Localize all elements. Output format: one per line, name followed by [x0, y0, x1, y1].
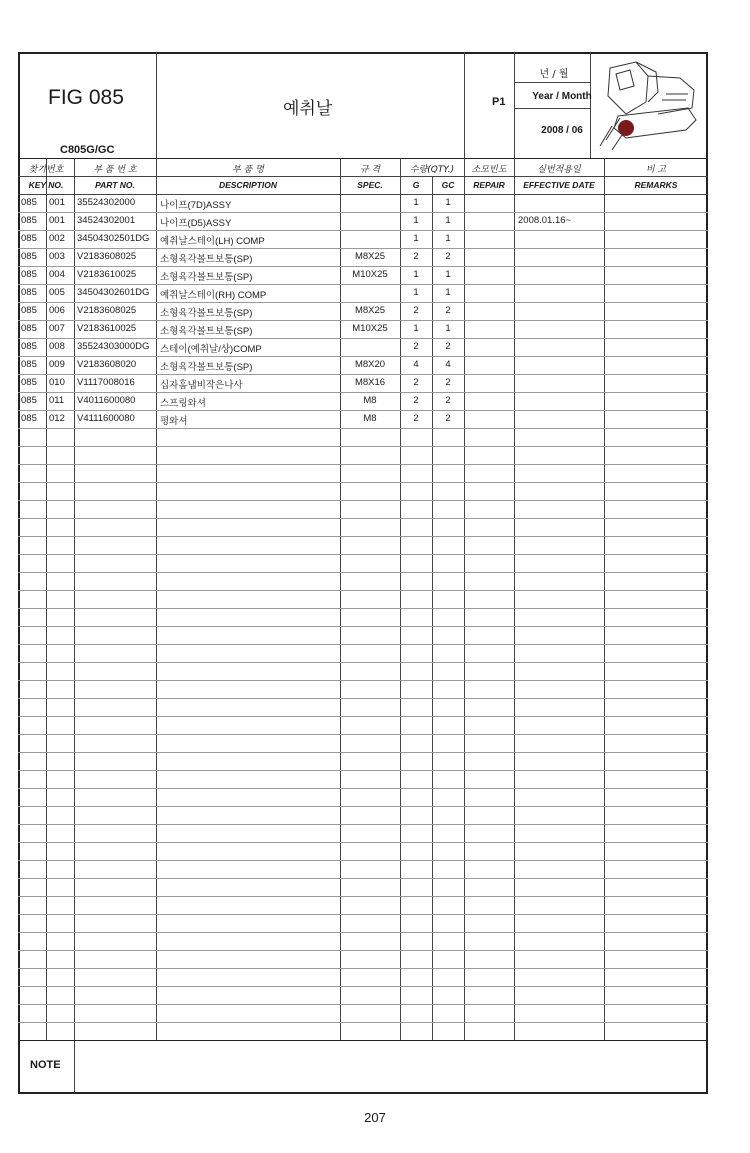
row-key: 002	[49, 233, 65, 244]
table-row	[18, 392, 708, 410]
col-eff-kr: 실번적용일	[537, 165, 581, 175]
row-fig: 085	[21, 341, 37, 352]
row-spec: M8X16	[354, 377, 386, 388]
row-qty-g: 2	[413, 305, 419, 316]
row-fig: 085	[21, 377, 37, 388]
row-key: 003	[49, 251, 65, 262]
row-description: 스테이(예취날/상)COMP	[160, 344, 262, 355]
row-part-number: 34524302001	[77, 215, 136, 226]
year-month-kr: 년 / 월	[539, 69, 569, 80]
row-part-number: V4111600080	[77, 413, 135, 424]
row-key: 006	[49, 305, 65, 316]
row-qty-gc: 1	[445, 287, 451, 298]
row-qty-gc: 1	[445, 269, 451, 280]
year-month-en: Year / Month	[532, 91, 592, 102]
row-qty-g: 2	[413, 341, 419, 352]
row-qty-g: 1	[413, 197, 419, 208]
table-row	[18, 320, 708, 338]
note-label: NOTE	[30, 1059, 61, 1071]
row-key: 009	[49, 359, 65, 370]
row-spec: M8	[363, 413, 377, 424]
table-row	[18, 194, 708, 212]
row-qty-gc: 2	[445, 251, 451, 262]
row-description: 평와셔	[160, 416, 188, 427]
row-part-number: 34504302601DG	[77, 287, 150, 298]
row-qty-gc: 2	[445, 341, 451, 352]
row-description: 소형육각볼트보통(SP)	[160, 362, 253, 373]
col-desc-en: DESCRIPTION	[218, 180, 278, 190]
row-part-number: V2183610025	[77, 269, 137, 280]
row-fig: 085	[21, 269, 37, 280]
harvester-illustration	[596, 56, 704, 152]
parts-table	[18, 158, 708, 1040]
row-description: 소형육각볼트보통(SP)	[160, 308, 253, 319]
row-part-number: V2183610025	[77, 323, 137, 334]
row-key: 012	[49, 413, 65, 424]
col-key-en: KEY NO.	[28, 180, 64, 190]
row-qty-g: 1	[413, 287, 419, 298]
row-spec: M10X25	[352, 323, 388, 334]
row-qty-gc: 1	[445, 323, 451, 334]
row-spec: M8X25	[354, 251, 386, 262]
figure-number: FIG 085	[48, 86, 124, 109]
table-row	[18, 230, 708, 248]
row-part-number: 35524303000DG	[77, 341, 150, 352]
col-repair-kr: 소모빈도	[471, 165, 507, 175]
row-fig: 085	[21, 215, 37, 226]
row-spec: M8	[363, 395, 377, 406]
table-row	[18, 284, 708, 302]
row-key: 010	[49, 377, 65, 388]
row-description: 예취날스테이(RH) COMP	[160, 290, 267, 301]
table-row	[18, 266, 708, 284]
row-fig: 085	[21, 305, 37, 316]
row-description: 나이프(7D)ASSY	[160, 200, 232, 211]
row-qty-gc: 2	[445, 413, 451, 424]
row-spec: M10X25	[352, 269, 388, 280]
row-description: 스프링와셔	[160, 398, 206, 409]
row-key: 004	[49, 269, 65, 280]
col-spec-en: SPEC.	[357, 180, 383, 190]
row-fig: 085	[21, 287, 37, 298]
row-qty-g: 4	[413, 359, 419, 370]
row-qty-g: 2	[413, 251, 419, 262]
row-spec: M8X25	[354, 305, 386, 316]
row-key: 008	[49, 341, 65, 352]
row-key: 001	[49, 197, 65, 208]
row-qty-g: 2	[413, 395, 419, 406]
row-qty-g: 1	[413, 233, 419, 244]
table-row	[18, 302, 708, 320]
row-part-number: V4011600080	[77, 395, 136, 406]
row-description: 소형육각볼트보통(SP)	[160, 254, 253, 265]
table-row	[18, 248, 708, 266]
col-key-kr: 찾기번호	[28, 165, 64, 175]
row-qty-gc: 1	[445, 233, 451, 244]
table-row	[18, 410, 708, 428]
page-code: P1	[492, 96, 506, 108]
model-name: C805G/GC	[60, 144, 115, 156]
col-repair-en: REPAIR	[473, 180, 505, 190]
row-fig: 085	[21, 413, 37, 424]
row-qty-g: 2	[413, 413, 419, 424]
row-spec: M8X20	[354, 359, 386, 370]
table-row	[18, 338, 708, 356]
row-qty-g: 1	[413, 323, 419, 334]
page-title: 예취날	[283, 99, 333, 119]
row-description: 소형육각볼트보통(SP)	[160, 272, 253, 283]
row-description: 십자홈냄비작은나사	[160, 380, 243, 391]
row-qty-gc: 1	[445, 215, 451, 226]
row-qty-gc: 2	[445, 395, 451, 406]
row-fig: 085	[21, 197, 37, 208]
row-part-number: 35524302000	[77, 197, 136, 208]
table-row	[18, 212, 708, 230]
year-month-value: 2008 / 06	[541, 125, 583, 136]
row-part-number: V2183608020	[77, 359, 137, 370]
row-key: 001	[49, 215, 65, 226]
col-remarks-kr: 비 고	[645, 165, 667, 175]
row-fig: 085	[21, 233, 37, 244]
row-part-number: 34504302501DG	[77, 233, 150, 244]
row-effective-date: 2008.01.16~	[518, 215, 572, 226]
col-part-kr: 부 품 번 호	[93, 165, 137, 175]
col-qty-g: G	[412, 180, 420, 190]
row-key: 011	[49, 395, 65, 406]
row-qty-gc: 2	[445, 377, 451, 388]
row-description: 나이프(D5)ASSY	[160, 218, 232, 229]
table-row	[18, 374, 708, 392]
row-qty-g: 1	[413, 269, 419, 280]
col-remarks-en: REMARKS	[634, 180, 678, 190]
row-qty-gc: 1	[445, 197, 451, 208]
row-part-number: V1117008016	[77, 377, 135, 388]
row-fig: 085	[21, 359, 37, 370]
row-key: 005	[49, 287, 65, 298]
row-fig: 085	[21, 251, 37, 262]
note-section	[18, 1040, 708, 1094]
row-key: 007	[49, 323, 65, 334]
row-description: 소형육각볼트보통(SP)	[160, 326, 253, 337]
col-qty-kr: 수량(QTY.)	[409, 165, 455, 175]
col-eff-en: EFFECTIVE DATE	[523, 180, 595, 190]
row-part-number: V2183608025	[77, 305, 137, 316]
row-qty-g: 2	[413, 377, 419, 388]
row-fig: 085	[21, 323, 37, 334]
row-fig: 085	[21, 395, 37, 406]
row-qty-gc: 2	[445, 305, 451, 316]
col-spec-kr: 규 격	[359, 165, 381, 175]
col-part-en: PART NO.	[95, 180, 135, 190]
col-qty-gc: GC	[441, 180, 455, 190]
row-qty-g: 1	[413, 215, 419, 226]
row-qty-gc: 4	[445, 359, 451, 370]
page-number: 207	[364, 1110, 386, 1125]
col-desc-kr: 부 품 명	[232, 165, 264, 175]
row-description: 예취날스테이(LH) COMP	[160, 236, 265, 247]
table-row	[18, 356, 708, 374]
row-part-number: V2183608025	[77, 251, 137, 262]
